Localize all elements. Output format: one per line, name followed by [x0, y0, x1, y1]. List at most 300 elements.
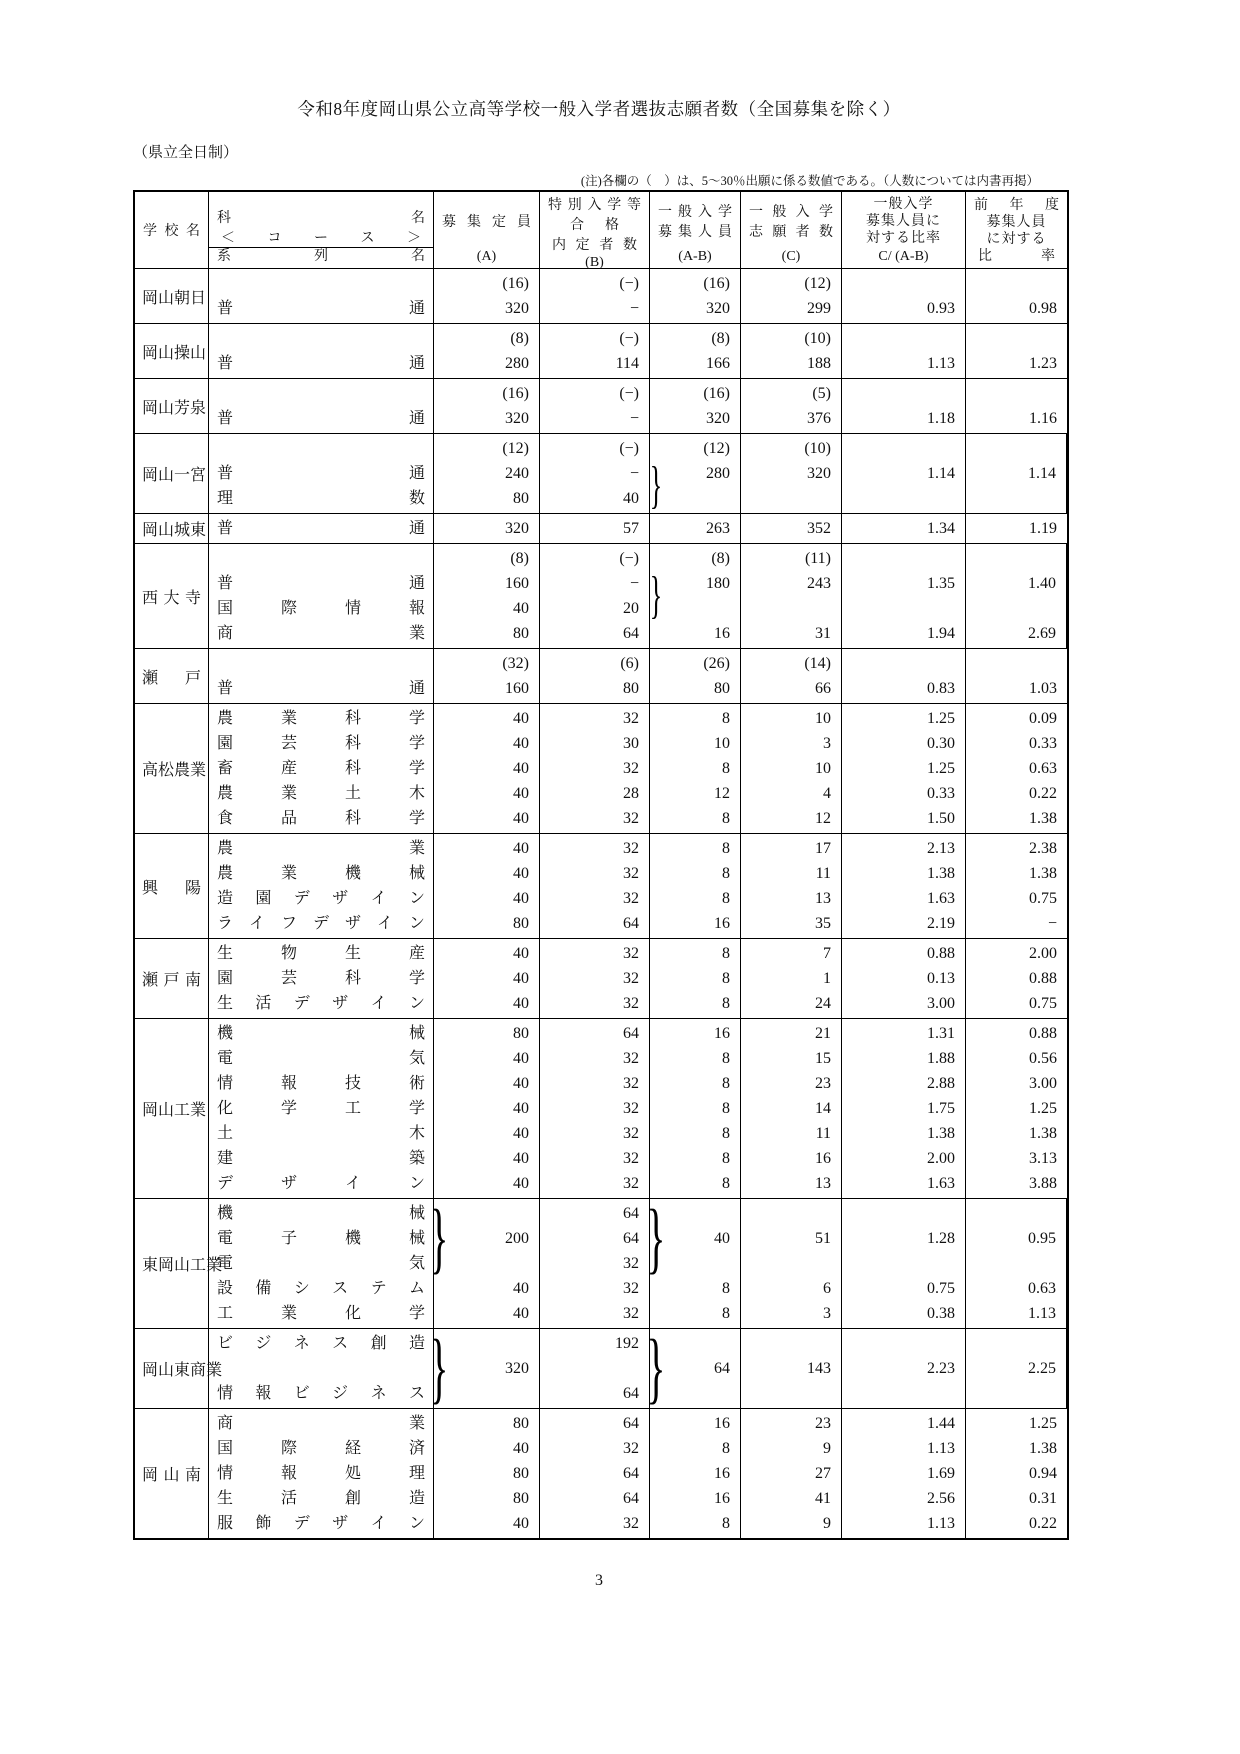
- value-cell: [741, 596, 841, 621]
- value-cell: 8: [722, 1050, 730, 1067]
- value-cell: (16): [502, 275, 529, 292]
- value-cell: 80: [513, 1415, 529, 1432]
- value-cell: [966, 436, 1066, 461]
- value-cell: 1.16: [1029, 410, 1057, 427]
- dept-label-char: ザ: [280, 1175, 297, 1192]
- value-cell: [842, 486, 965, 511]
- dept-label-chars: [209, 731, 433, 756]
- header-special-code: (B): [585, 255, 604, 270]
- dept-label-char: 工: [344, 1100, 361, 1117]
- dept-label-char: 情: [344, 600, 361, 617]
- value-cell: 10: [714, 735, 730, 752]
- column-ab: [650, 324, 741, 378]
- value-cell: 17: [815, 840, 831, 857]
- value-cell: 1.31: [927, 1025, 955, 1042]
- value-cell: 0.22: [1029, 1515, 1057, 1532]
- label-char: 名: [411, 211, 425, 226]
- school-name-char: 山: [190, 344, 207, 362]
- value-cell: [741, 1201, 841, 1226]
- column-d: [209, 269, 434, 323]
- value-cell: [842, 1381, 965, 1406]
- value-cell: 0.83: [927, 680, 955, 697]
- value-cell: 80: [513, 1490, 529, 1507]
- header-special-line2: [540, 214, 649, 234]
- school-block: [135, 543, 1067, 648]
- value-cell: 114: [615, 355, 639, 372]
- grouping-brace: }: [649, 457, 663, 514]
- value-cell: 40: [513, 1175, 529, 1192]
- value-cell: 64: [714, 1360, 730, 1377]
- header-applicants-code: (C): [781, 249, 801, 264]
- school-name-char: 寺: [184, 589, 201, 607]
- dept-label-char: ン: [408, 1175, 425, 1192]
- dept-label-char: 芸: [280, 735, 297, 752]
- dept-label-char: 普: [217, 355, 234, 372]
- value-cell: [966, 271, 1067, 296]
- school-name-char: 泉: [190, 399, 207, 417]
- dept-label-char: 通: [408, 465, 425, 482]
- value-cell: 32: [623, 995, 639, 1012]
- column-c: [741, 649, 842, 703]
- value-cell: 0.75: [1029, 890, 1057, 907]
- value-cell: 9: [823, 1515, 831, 1532]
- dept-label-chars: [209, 1171, 433, 1196]
- header-dept-name: [209, 192, 434, 268]
- label-char: 員: [718, 225, 732, 240]
- column-c: [741, 269, 842, 323]
- dept-label-char: 機: [217, 1205, 234, 1222]
- value-cell: 8: [722, 760, 730, 777]
- value-cell: [966, 651, 1067, 676]
- value-cell: 0.75: [1029, 995, 1057, 1012]
- school-name-char: 農: [174, 762, 191, 779]
- column-r1: [842, 1019, 966, 1198]
- label-char: ＜: [221, 231, 235, 246]
- grouping-brace: }: [649, 567, 663, 624]
- label-char: 合: [570, 218, 584, 233]
- value-cell: 16: [815, 1150, 831, 1167]
- dept-label-char: 畜: [217, 760, 234, 777]
- value-cell: 1.40: [1028, 575, 1056, 592]
- school-name-char: 岡: [142, 467, 159, 484]
- value-cell: 0.93: [927, 300, 955, 317]
- dept-label-char: 品: [280, 810, 297, 827]
- school-name: [135, 834, 209, 938]
- dept-label-char: 情: [217, 1465, 234, 1482]
- dept-label-char: 科: [344, 760, 361, 777]
- value-cell: 40: [513, 1280, 529, 1297]
- value-cell: [842, 381, 965, 406]
- value-cell: 1.13: [927, 1440, 955, 1457]
- dept-label-char: 園: [217, 735, 234, 752]
- value-cell: 64: [623, 1465, 639, 1482]
- dept-label: [209, 676, 433, 701]
- school-name-label: [135, 340, 208, 363]
- dept-label-char: 農: [217, 865, 234, 882]
- dept-label-chars: [209, 886, 433, 911]
- dept-label-char: 普: [217, 465, 234, 482]
- value-cell: 32: [623, 1280, 639, 1297]
- school-name-char: 山: [174, 1257, 191, 1274]
- dept-label-chars: [209, 911, 433, 936]
- value-cell: 20: [623, 600, 639, 617]
- dept-label-char: ン: [408, 995, 425, 1012]
- value-cell: 1.28: [927, 1230, 955, 1247]
- label-char: 志: [749, 225, 763, 240]
- dept-label-char: 普: [217, 520, 234, 537]
- value-cell: [650, 1381, 740, 1406]
- label-char: 特: [548, 198, 562, 213]
- value-cell: 32: [623, 1150, 639, 1167]
- dept-label: [209, 546, 433, 571]
- value-cell: 1.34: [927, 520, 955, 537]
- value-cell: 13: [815, 1175, 831, 1192]
- dept-label: [209, 1251, 433, 1276]
- value-cell: [434, 1201, 539, 1226]
- dept-label: [209, 596, 433, 621]
- value-cell: [434, 1251, 539, 1276]
- value-cell: 40: [714, 1230, 730, 1247]
- value-cell: 7: [823, 945, 831, 962]
- school-name-label: [135, 1252, 223, 1275]
- value-cell: [966, 1251, 1066, 1276]
- dept-label-chars: [209, 1021, 433, 1046]
- value-cell: 1.19: [1029, 520, 1057, 537]
- dept-label: [209, 731, 433, 756]
- column-c: [741, 1019, 842, 1198]
- dept-label-char: 理: [408, 1465, 425, 1482]
- dept-label: [209, 1511, 433, 1536]
- value-cell: 12: [815, 810, 831, 827]
- value-cell: 1.13: [927, 355, 955, 372]
- dept-label-chars: [209, 1301, 433, 1326]
- dept-label-char: デ: [293, 995, 310, 1012]
- value-cell: 0.30: [927, 735, 955, 752]
- label-char: 学: [718, 205, 732, 220]
- header-ratio-previous-label: [966, 248, 1067, 266]
- value-cell: 40: [513, 1050, 529, 1067]
- value-cell: 299: [807, 300, 831, 317]
- value-cell: [842, 326, 965, 351]
- dept-label: [209, 1226, 433, 1251]
- school-name-label: [135, 1097, 208, 1120]
- schools-table-body: [135, 269, 1067, 1538]
- dept-label-char: 国: [217, 1440, 234, 1457]
- dept-label-char: 芸: [280, 970, 297, 987]
- document-title: 令和8年度岡山県公立高等学校一般入学者選抜志願者数（全国募集を除く）: [297, 99, 901, 119]
- dept-label-char: ラ: [217, 915, 234, 932]
- value-cell: 32: [623, 970, 639, 987]
- dept-label-char: 商: [217, 1415, 234, 1432]
- value-cell: [540, 1356, 649, 1381]
- column-d: [209, 649, 434, 703]
- school-name-char: 高: [142, 762, 159, 779]
- value-cell: 40: [513, 1305, 529, 1322]
- column-r2: [966, 324, 1067, 378]
- column-r2: [966, 1329, 1067, 1408]
- dept-label-char: 報: [255, 1385, 272, 1402]
- label-char: 集: [467, 215, 481, 230]
- value-cell: 160: [505, 680, 529, 697]
- header-special-line1: [540, 194, 649, 214]
- value-cell: 1.94: [927, 625, 955, 642]
- value-cell: 32: [623, 865, 639, 882]
- school-name: [135, 1329, 223, 1408]
- value-cell: 21: [815, 1025, 831, 1042]
- dept-label: [209, 1276, 433, 1301]
- school-name-char: 山: [158, 289, 175, 307]
- dept-label-char: 業: [280, 865, 297, 882]
- dept-label: [209, 1486, 433, 1511]
- school-name-char: 山: [158, 344, 175, 362]
- dept-label-char: イ: [370, 1515, 387, 1532]
- header-ratio-current-line3: 対する比率: [866, 230, 941, 246]
- value-cell: 1.13: [927, 1515, 955, 1532]
- school-name-char: 山: [158, 1362, 175, 1379]
- label-char: 募: [658, 225, 672, 240]
- school-name-char: 岡: [142, 1362, 159, 1379]
- dept-label-chars: [209, 1251, 433, 1276]
- value-cell: 64: [623, 1025, 639, 1042]
- school-name-char: 瀬: [142, 669, 159, 687]
- value-cell: [434, 1381, 539, 1406]
- column-c: [741, 379, 842, 433]
- value-cell: [741, 1331, 841, 1356]
- dept-label-char: 普: [217, 680, 234, 697]
- column-d: [209, 834, 434, 938]
- school-block: [135, 1408, 1067, 1538]
- column-a: [434, 434, 540, 513]
- dept-label: [209, 756, 433, 781]
- dept-label-char: 化: [344, 1305, 361, 1322]
- dept-label: [209, 1046, 433, 1071]
- dept-label-char: 食: [217, 810, 234, 827]
- school-name-label: [135, 517, 208, 540]
- value-cell: 13: [815, 890, 831, 907]
- column-b: [540, 269, 650, 323]
- value-cell: 1.63: [927, 890, 955, 907]
- dept-label-char: イ: [376, 915, 393, 932]
- dept-label-char: 機: [344, 865, 361, 882]
- school-name-char: 岡: [158, 1257, 175, 1274]
- value-cell: [966, 546, 1066, 571]
- school-name: [135, 649, 209, 703]
- value-cell: 80: [513, 1465, 529, 1482]
- column-a: [434, 1409, 540, 1538]
- column-a: [434, 834, 540, 938]
- value-cell: [650, 596, 740, 621]
- dept-label: [209, 351, 433, 376]
- dept-label-char: 生: [217, 1490, 234, 1507]
- column-r2: [966, 704, 1067, 833]
- column-r1: [842, 324, 966, 378]
- value-cell: 40: [513, 1150, 529, 1167]
- column-ab: [646, 1195, 741, 1328]
- column-b: [540, 1019, 650, 1198]
- value-cell: 80: [623, 680, 639, 697]
- value-cell: 32: [623, 1515, 639, 1532]
- dept-label-char: 科: [344, 970, 361, 987]
- dept-label-char: ビ: [217, 1335, 234, 1352]
- table-header-row: [135, 192, 1067, 269]
- column-r2: [966, 544, 1067, 648]
- dept-label-char: ス: [408, 1385, 425, 1402]
- value-cell: 1.14: [1028, 465, 1056, 482]
- column-r1: [842, 939, 966, 1018]
- value-cell: 80: [513, 915, 529, 932]
- dept-label: [209, 571, 433, 596]
- value-cell: 40: [513, 945, 529, 962]
- dept-label-char: フ: [280, 915, 297, 932]
- dept-label-chars: [209, 296, 433, 321]
- school-name: [135, 324, 209, 378]
- value-cell: 320: [505, 520, 529, 537]
- dept-label-char: 通: [408, 300, 425, 317]
- value-cell: (12): [804, 275, 831, 292]
- dept-label-chars: [209, 1121, 433, 1146]
- label-char: 学: [607, 198, 622, 213]
- value-cell: 0.56: [1029, 1050, 1057, 1067]
- value-cell: [650, 1251, 740, 1276]
- dept-label-char: イ: [370, 995, 387, 1012]
- column-c: [741, 514, 842, 543]
- dept-label-char: 学: [408, 970, 425, 987]
- value-cell: 2.25: [1028, 1360, 1056, 1377]
- value-cell: 40: [513, 1515, 529, 1532]
- school-name-label: [135, 875, 208, 898]
- dept-label-char: 工: [217, 1305, 234, 1322]
- school-name-char: 業: [206, 1362, 223, 1379]
- school-name-char: 岡: [142, 522, 159, 539]
- value-cell: 8: [722, 810, 730, 827]
- value-cell: 32: [623, 945, 639, 962]
- value-cell: [434, 1331, 539, 1356]
- value-cell: (26): [703, 655, 730, 672]
- column-b: [540, 434, 650, 513]
- document-subtitle: （県立全日制）: [133, 145, 239, 161]
- dept-label-char: 普: [217, 300, 234, 317]
- column-a: [434, 514, 540, 543]
- school-block: [135, 1325, 1067, 1412]
- dept-label-char: 機: [344, 1230, 361, 1247]
- value-cell: 32: [623, 890, 639, 907]
- dept-label-chars: [209, 571, 433, 596]
- dept-label-chars: [209, 1146, 433, 1171]
- value-cell: 263: [706, 520, 730, 537]
- dept-label-char: ン: [408, 915, 425, 932]
- label-char: 比: [978, 249, 992, 264]
- dept-label-char: 学: [408, 1100, 425, 1117]
- value-cell: 32: [623, 710, 639, 727]
- value-cell: 35: [815, 915, 831, 932]
- value-cell: (12): [703, 440, 730, 457]
- value-cell: 8: [722, 1305, 730, 1322]
- value-cell: 23: [815, 1075, 831, 1092]
- value-cell: 1: [823, 970, 831, 987]
- label-char: 度: [1045, 198, 1059, 213]
- value-cell: 8: [722, 1100, 730, 1117]
- dept-label-char: ム: [408, 1280, 425, 1297]
- column-r1: [842, 514, 966, 543]
- dept-label: [209, 1381, 433, 1406]
- dept-label-char: 科: [344, 810, 361, 827]
- dept-label-char: 国: [217, 600, 234, 617]
- dept-label-char: 建: [217, 1150, 234, 1167]
- value-cell: 1.25: [1029, 1415, 1057, 1432]
- header-applicants: [741, 192, 842, 268]
- value-cell: 0.22: [1029, 785, 1057, 802]
- value-cell: 8: [722, 945, 730, 962]
- label-char: コ: [267, 231, 282, 246]
- value-cell: 1.88: [927, 1050, 955, 1067]
- value-cell: 3.00: [1029, 1075, 1057, 1092]
- school-name-char: 日: [190, 289, 207, 307]
- dept-label-char: 電: [217, 1230, 234, 1247]
- value-cell: (8): [711, 550, 730, 567]
- school-name-char: 工: [174, 1102, 191, 1119]
- column-ab: [650, 544, 741, 648]
- value-cell: 32: [623, 1050, 639, 1067]
- school-name-char: 岡: [142, 289, 159, 307]
- dept-label-chars: [209, 1331, 433, 1356]
- header-general-recruit: [650, 192, 741, 268]
- dept-label-char: 服: [217, 1515, 234, 1532]
- value-cell: 1.25: [927, 760, 955, 777]
- dept-label: [209, 1301, 433, 1326]
- value-cell: [842, 596, 965, 621]
- value-cell: [966, 1331, 1066, 1356]
- label-char: 数: [818, 225, 833, 240]
- value-cell: 320: [807, 465, 831, 482]
- column-r2: [966, 1199, 1067, 1328]
- value-cell: 23: [815, 1415, 831, 1432]
- value-cell: [842, 651, 965, 676]
- header-special-admission: [540, 192, 650, 268]
- label-char: 列: [314, 249, 328, 264]
- column-r1: [842, 434, 966, 513]
- label-char: 学: [143, 224, 157, 239]
- value-cell: 0.98: [1029, 300, 1057, 317]
- school-name-char: 山: [158, 399, 175, 417]
- dept-label-char: 業: [408, 625, 425, 642]
- header-ratio-current-line1: 一般入学: [873, 196, 934, 212]
- dept-label: [209, 1071, 433, 1096]
- school-name-label: [135, 757, 208, 780]
- value-cell: (10): [804, 330, 831, 347]
- value-cell: 1.25: [1029, 1100, 1057, 1117]
- value-cell: 1.69: [927, 1465, 955, 1482]
- value-cell: 0.63: [1028, 1280, 1056, 1297]
- value-cell: 27: [815, 1465, 831, 1482]
- header-dept-line3: [209, 248, 433, 266]
- school-name: [135, 544, 209, 648]
- label-char: 数: [622, 238, 637, 253]
- label-char: 別: [567, 198, 582, 213]
- value-cell: [842, 1251, 965, 1276]
- value-cell: (8): [510, 550, 529, 567]
- column-a: [434, 544, 540, 648]
- value-cell: 40: [513, 785, 529, 802]
- school-name-char: 東: [174, 1362, 191, 1379]
- column-c: [741, 704, 842, 833]
- value-cell: 280: [505, 355, 529, 372]
- school-block: [135, 703, 1067, 833]
- value-cell: 32: [623, 1175, 639, 1192]
- value-cell: 16: [714, 625, 730, 642]
- value-cell: 0.88: [1029, 1025, 1057, 1042]
- value-cell: (−): [619, 330, 639, 347]
- value-cell: 8: [722, 1515, 730, 1532]
